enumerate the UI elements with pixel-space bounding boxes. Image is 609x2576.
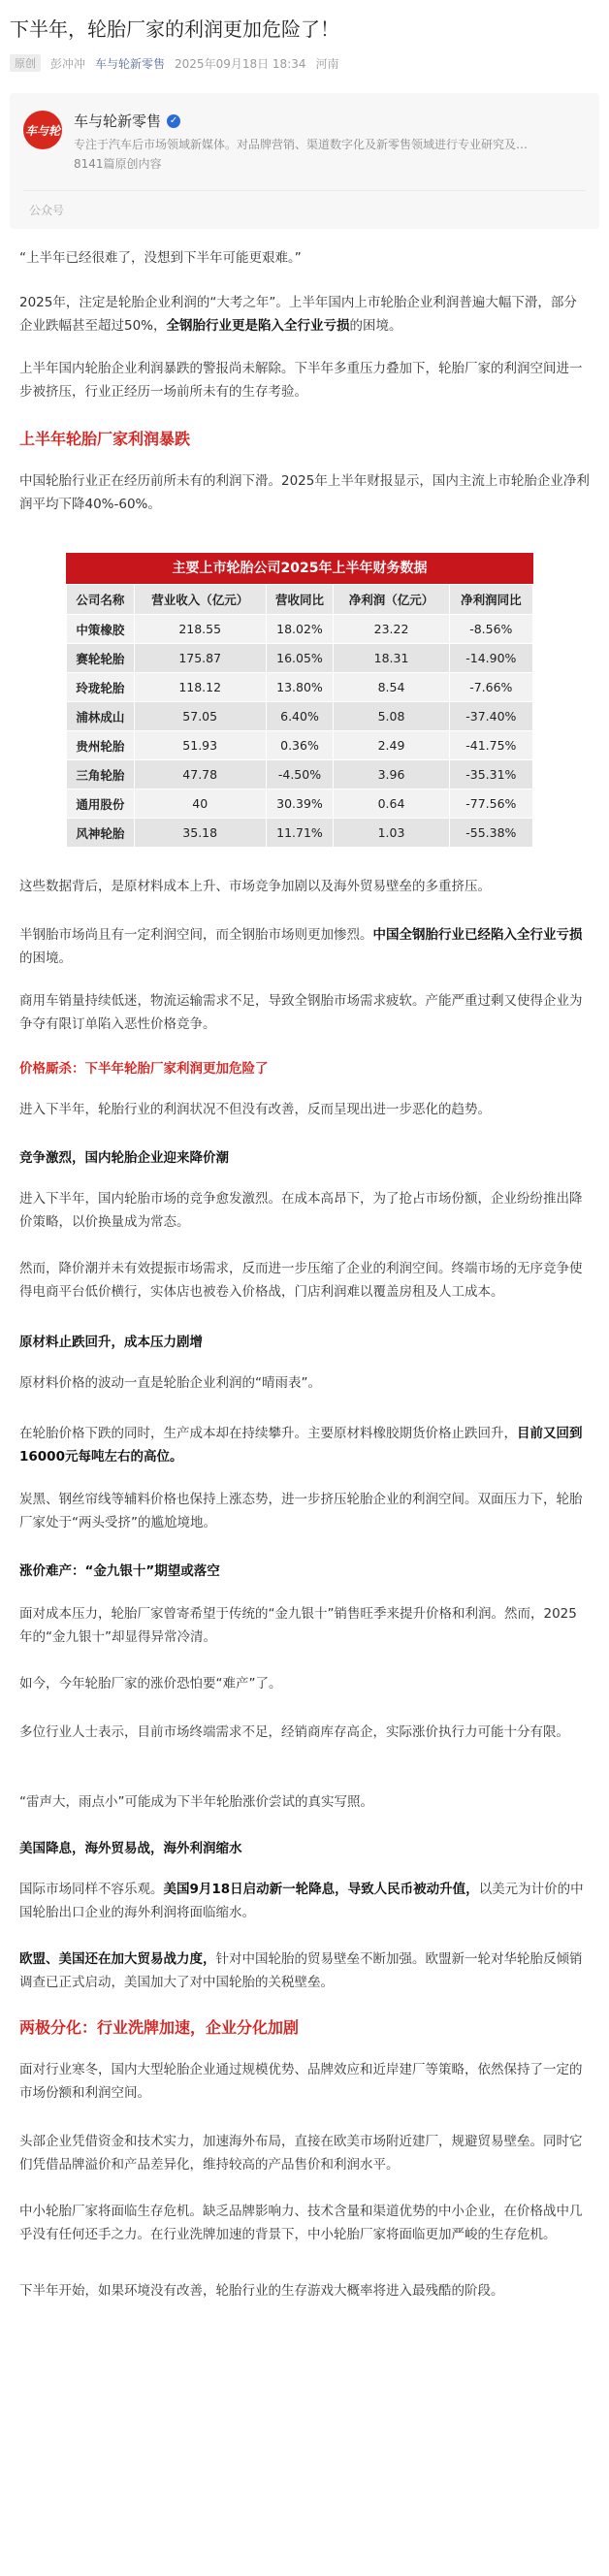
paragraph: 面对成本压力，轮胎厂家曾寄希望于传统的“金九银十”销售旺季来提升价格和利润。然而，2025年的“金九银十”却显得异常冷清。	[19, 1606, 577, 1645]
table-cell: 2.49	[334, 731, 449, 760]
table-cell: 风神轮胎	[67, 819, 135, 848]
table-header: 营收同比	[266, 585, 334, 615]
table-row	[67, 819, 533, 848]
paragraph: 中国轮胎行业正在经历前所未有的利润下滑。2025年上半年财报显示，国内主流上市轮胎企业净利润平均下降40%-60%。	[19, 473, 590, 512]
bold-text: 中国全钢胎行业已经陷入全行业亏损	[372, 927, 583, 943]
text-run: 在轮胎价格下跌的同时，生产成本却在持续攀升。主要原材料橡胶期货价格止跌回升，	[19, 1426, 517, 1441]
table-cell: 47.78	[134, 760, 266, 789]
table-cell: 30.39%	[266, 789, 334, 819]
verified-icon: ✓	[167, 114, 180, 128]
article-meta	[10, 54, 339, 72]
paragraph: 如今，今年轮胎厂家的涨价恐怕要“难产”了。	[19, 1676, 282, 1691]
paragraph: 多位行业人士表示，目前市场终端需求不足，经销商库存高企，实际涨价执行力可能十分有限。	[19, 1724, 569, 1740]
section-heading: 价格厮杀：下半年轮胎厂家利润更加危险了	[19, 1061, 269, 1077]
account-link[interactable]: 车与轮新零售	[95, 56, 166, 71]
table-cell: -77.56%	[449, 789, 532, 819]
table-row	[67, 702, 533, 731]
table-cell: -14.90%	[449, 644, 532, 673]
data-table	[66, 584, 533, 848]
card-divider	[23, 190, 586, 191]
table-cell: -55.38%	[449, 819, 532, 848]
table-cell: 0.36%	[266, 731, 334, 760]
paragraph: 头部企业凭借资金和技术实力，加速海外布局，直接在欧美市场附近建厂，规避贸易壁垒。同时它们凭借品牌溢价和产品差异化，维持较高的产品售价和利润水平。	[19, 2134, 583, 2173]
table-cell: 中策橡胶	[67, 615, 135, 644]
table-cell: 11.71%	[266, 819, 334, 848]
paragraph: 进入下半年，轮胎行业的利润状况不但没有改善，反而呈现出进一步恶化的趋势。	[19, 1102, 491, 1117]
table-header: 公司名称	[67, 585, 135, 615]
paragraph: 炭黑、钢丝帘线等辅料价格也保持上涨态势，进一步挤压轮胎企业的利润空间。双面压力下，轮胎厂家处于“两头受挤”的尴尬境地。	[19, 1492, 583, 1530]
account-article-count: 8141篇原创内容	[74, 157, 162, 171]
table-cell: 35.18	[134, 819, 266, 848]
paragraph: 面对行业寒冬，国内大型轮胎企业通过规模优势、品牌效应和近岸建厂等策略，依然保持了一定的市场份额和利润空间。	[19, 2062, 583, 2101]
sub-heading: 美国降息，海外贸易战，海外利润缩水	[19, 1841, 242, 1856]
table-cell: -41.75%	[449, 731, 532, 760]
table-cell: -37.40%	[449, 702, 532, 731]
table-row	[67, 760, 533, 789]
table-header-row	[67, 585, 533, 615]
bold-text: 全钢胎行业更是陷入全行业亏损	[166, 318, 350, 334]
table-cell: 51.93	[134, 731, 266, 760]
table-cell: -7.66%	[449, 673, 532, 702]
financial-table	[66, 553, 533, 848]
account-kind: 公众号	[29, 204, 65, 217]
table-cell: 23.22	[334, 615, 449, 644]
table-cell: 118.12	[134, 673, 266, 702]
table-cell: 13.80%	[266, 673, 334, 702]
article-title: 下半年，轮胎厂家的利润更加危险了！	[10, 17, 339, 41]
table-cell: -35.31%	[449, 760, 532, 789]
table-row	[67, 673, 533, 702]
paragraph	[19, 1878, 590, 1924]
paragraph: 下半年开始，如果环境没有改善，轮胎行业的生存游戏大概率将进入最残酷的阶段。	[19, 2283, 504, 2299]
paragraph: 中小轮胎厂家将面临生存危机。缺乏品牌影响力、技术含量和渠道优势的中小企业，在价格战中几乎没有任何还手之力。在行业洗牌加速的背景下，中小轮胎厂家将面临更加严峻的生存危机。	[19, 2204, 583, 2242]
sub-heading: 原材料止跌回升，成本压力剧增	[19, 1335, 203, 1350]
table-cell: -8.56%	[449, 615, 532, 644]
paragraph: 这些数据背后，是原材料成本上升、市场竞争加剧以及海外贸易壁垒的多重挤压。	[19, 879, 491, 894]
table-row	[67, 644, 533, 673]
account-profile-card[interactable]	[10, 93, 599, 229]
paragraph	[19, 1948, 590, 1994]
table-row	[67, 731, 533, 760]
table-header: 净利润（亿元）	[334, 585, 449, 615]
paragraph: “上半年已经很难了，没想到下半年可能更艰难。”	[19, 250, 302, 266]
author-name: 彭冲冲	[50, 56, 86, 71]
table-cell: 16.05%	[266, 644, 334, 673]
table-cell: 通用股份	[67, 789, 135, 819]
paragraph: 然而，降价潮并未有效提振市场需求，反而进一步压缩了企业的利润空间。终端市场的无序竞争使得电商平台低价横行，实体店也被卷入价格战，门店利润难以覆盖房租及人工成本。	[19, 1261, 583, 1300]
bold-text: 欧盟、美国还在加大贸易战力度，	[19, 1951, 216, 1967]
table-cell: 赛轮轮胎	[67, 644, 135, 673]
paragraph: 进入下半年，国内轮胎市场的竞争愈发激烈。在成本高昂下，为了抢占市场份额，企业纷纷推出降价策略，以价换量成为常态。	[19, 1191, 583, 1230]
table-cell: 8.54	[334, 673, 449, 702]
account-name: 车与轮新零售	[74, 113, 162, 130]
table-cell: 18.31	[334, 644, 449, 673]
table-cell: 57.05	[134, 702, 266, 731]
account-name-row	[74, 111, 180, 131]
table-header: 净利润同比	[449, 585, 532, 615]
table-cell: 218.55	[134, 615, 266, 644]
table-cell: 40	[134, 789, 266, 819]
bold-text: 美国9月18日启动新一轮降息，导致人民币被动升值，	[163, 1882, 479, 1897]
publish-location: 河南	[315, 56, 339, 71]
paragraph	[19, 291, 590, 338]
paragraph	[19, 1422, 590, 1468]
table-header: 营业收入（亿元）	[134, 585, 266, 615]
paragraph: 商用车销量持续低迷，物流运输需求不足，导致全钢胎市场需求疲软。产能严重过剩又使得企业为争夺有限订单陷入恶性价格竞争。	[19, 993, 583, 1032]
table-row	[67, 615, 533, 644]
account-logo: 车与轮	[23, 111, 62, 149]
publish-datetime: 2025年09月18日 18:34	[175, 56, 306, 71]
paragraph	[19, 923, 590, 970]
table-cell: 玲珑轮胎	[67, 673, 135, 702]
text-run: 针对中国轮胎的贸易壁垒不断加强。欧盟新一轮对华轮胎反倾销调查已正式启动，美国加大了对中国轮胎的关税壁垒。	[19, 1951, 583, 1990]
original-tag: 原创	[10, 54, 41, 72]
text-run: 的困境。	[349, 318, 402, 334]
sub-heading: 涨价难产：“金九银十”期望或落空	[19, 1563, 220, 1579]
account-description: 专注于汽车后市场领域新媒体。对品牌营销、渠道数字化及新零售领域进行专业研究及…	[74, 138, 529, 151]
section-heading: 上半年轮胎厂家利润暴跌	[19, 430, 191, 448]
table-cell: 5.08	[334, 702, 449, 731]
paragraph: 上半年国内轮胎企业利润暴跌的警报尚未解除。下半年多重压力叠加下，轮胎厂家的利润空间进一步被挤压，行业正经历一场前所未有的生存考验。	[19, 361, 583, 400]
table-cell: 1.03	[334, 819, 449, 848]
table-cell: -4.50%	[266, 760, 334, 789]
paragraph: 原材料价格的波动一直是轮胎企业利润的“晴雨表”。	[19, 1375, 321, 1391]
section-heading: 两极分化：行业洗牌加速，企业分化加剧	[19, 2018, 300, 2037]
table-cell: 0.64	[334, 789, 449, 819]
table-cell: 3.96	[334, 760, 449, 789]
paragraph: “雷声大，雨点小”可能成为下半年轮胎涨价尝试的真实写照。	[19, 1794, 373, 1810]
table-row	[67, 789, 533, 819]
text-run: 的困境。	[19, 950, 72, 966]
text-run: 国际市场同样不容乐观。	[19, 1882, 164, 1897]
table-cell: 浦林成山	[67, 702, 135, 731]
table-cell: 18.02%	[266, 615, 334, 644]
table-caption: 主要上市轮胎公司2025年上半年财务数据	[66, 553, 533, 584]
text-run: 以美元为计价的中国轮胎出口企业的海外利润将面临缩水。	[19, 1882, 584, 1920]
table-cell: 贵州轮胎	[67, 731, 135, 760]
sub-heading: 竞争激烈，国内轮胎企业迎来降价潮	[19, 1150, 229, 1166]
bold-text: 目前又回到16000元每吨左右的高位。	[19, 1426, 583, 1465]
table-cell: 175.87	[134, 644, 266, 673]
table-cell: 三角轮胎	[67, 760, 135, 789]
table-cell: 6.40%	[266, 702, 334, 731]
text-run: 2025年，注定是轮胎企业利润的“大考之年”。上半年国内上市轮胎企业利润普遍大幅下滑，部分企业跌幅甚至超过50%，	[19, 295, 577, 334]
text-run: 半钢胎市场尚且有一定利润空间，而全钢胎市场则更加惨烈。	[19, 927, 373, 943]
